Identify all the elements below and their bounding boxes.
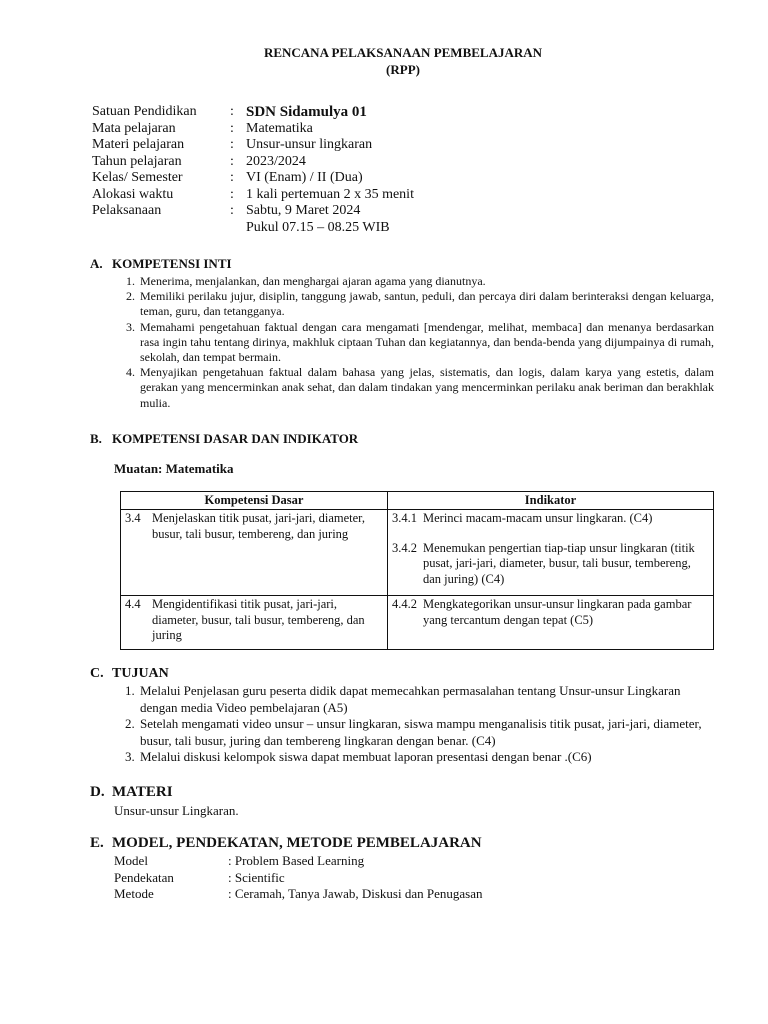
- ident-value: VI (Enam) / II (Dua): [246, 170, 363, 185]
- ident-row: [92, 203, 714, 220]
- ident-row: [92, 104, 714, 121]
- model-value: : Ceramah, Tanya Jawab, Diskusi dan Penugasan: [228, 886, 483, 902]
- ident-row: [92, 121, 714, 138]
- model-row: [114, 853, 714, 870]
- ident-colon: :: [230, 186, 234, 202]
- table-row: [121, 510, 714, 596]
- section-a-heading: [92, 256, 714, 272]
- title-line-1: RENCANA PELAKSANAAN PEMBELAJARAN: [263, 45, 543, 60]
- kd-cell: [121, 510, 388, 596]
- model-row: [114, 886, 714, 903]
- indikator-cell: [388, 510, 714, 596]
- ident-value: SDN Sidamulya 01: [246, 104, 367, 120]
- section-d-heading: [92, 784, 714, 800]
- indikator-code: 4.4.2: [392, 597, 417, 612]
- model-label: Pendekatan: [114, 869, 174, 885]
- indikator-code: 3.4.2: [392, 540, 417, 555]
- document-title: [92, 44, 714, 78]
- ident-colon: :: [230, 170, 234, 185]
- indikator-text: Menemukan pengertian tiap-tiap unsur lingkaran (titik pusat, jari-jari, diameter, busur, tali busur, tembereng, dan juring) (C4): [423, 540, 695, 586]
- ident-row: [92, 187, 714, 204]
- section-title: MATERI: [112, 783, 173, 800]
- ident-value: Sabtu, 9 Maret 2024: [246, 203, 361, 218]
- list-item: 3. Memahami pengetahuan faktual dengan cara mengamati [mendengar, melihat, membaca] dan menanya berdasarkan rasa ingin tahu tentang dirinya, makhluk ciptaan Tuhan dan kegiatannya, dan benda-benda yang dijumpainya di rumah, sekolah, dan tempat bermain.: [138, 320, 714, 366]
- ident-label: Materi pelajaran: [92, 137, 185, 152]
- list-item: 2. Memiliki perilaku jujur, disiplin, tanggung jawab, santun, peduli, dan percaya diri dalam berinteraksi dengan keluarga, teman, guru, dan tetangganya.: [138, 289, 714, 319]
- ident-colon: :: [230, 137, 234, 152]
- kd-cell: [121, 596, 388, 650]
- ident-row: [92, 137, 714, 154]
- kd-text: Menjelaskan titik pusat, jari-jari, diameter, busur, tali busur, tembereng, dan juring: [152, 511, 365, 541]
- ident-colon: :: [230, 203, 234, 218]
- ident-row: [92, 170, 714, 187]
- ident-row: [92, 154, 714, 171]
- list-item: 1. Menerima, menjalankan, dan menghargai ajaran agama yang dianutnya.: [138, 274, 714, 289]
- title-line-2: (RPP): [386, 62, 420, 77]
- table-row: [121, 596, 714, 650]
- kd-code: 3.4: [125, 511, 141, 526]
- model-value: : Problem Based Learning: [228, 853, 365, 869]
- ident-value: 1 kali pertemuan 2 x 35 menit: [246, 186, 414, 202]
- indikator-text: Mengkategorikan unsur-unsur lingkaran pada gambar yang tercantum dengan tepat (C5): [423, 597, 692, 627]
- model-label: Metode: [114, 886, 154, 902]
- materi-text: Unsur-unsur Lingkaran.: [114, 802, 239, 818]
- section-title: TUJUAN: [112, 666, 169, 682]
- ident-value: 2023/2024: [246, 153, 306, 169]
- kd-indikator-table: [120, 491, 714, 651]
- indikator-code: 3.4.1: [392, 511, 417, 526]
- ident-label: Satuan Pendidikan: [92, 104, 197, 119]
- ident-label: Mata pelajaran: [92, 120, 176, 136]
- model-label: Model: [114, 853, 148, 869]
- kompetensi-inti-list: [92, 274, 714, 411]
- list-item: 3. Melalui diskusi kelompok siswa dapat membuat laporan presentasi dengan benar .(C6): [138, 749, 714, 766]
- model-row: [114, 870, 714, 887]
- table-header-row: [121, 491, 714, 510]
- ident-colon: :: [230, 153, 234, 169]
- kd-text: Mengidentifikasi titik pusat, jari-jari, diameter, busur, tali busur, tembereng, dan juring: [152, 597, 365, 643]
- model-value: : Scientific: [228, 869, 285, 885]
- kd-code: 4.4: [125, 597, 141, 612]
- section-letter: C.: [90, 666, 104, 682]
- indikator-cell: [388, 596, 714, 650]
- section-title: KOMPETENSI DASAR DAN INDIKATOR: [112, 430, 359, 446]
- ident-value: Unsur-unsur lingkaran: [246, 137, 373, 152]
- section-e-heading: [92, 835, 714, 851]
- section-title: KOMPETENSI INTI: [112, 256, 232, 271]
- ident-colon: :: [230, 120, 234, 136]
- section-letter: A.: [90, 256, 103, 271]
- identitas-block: [92, 104, 714, 236]
- ident-value: Matematika: [246, 120, 313, 136]
- section-b-heading: [92, 431, 714, 447]
- muatan-label: Muatan: Matematika: [114, 460, 234, 476]
- section-c-heading: [92, 666, 714, 682]
- list-item: 1. Melalui Penjelasan guru peserta didik dapat memecahkan permasalahan tentang Unsur-unsur Lingkaran dengan media Video pembelajaran (A5): [138, 683, 714, 716]
- section-letter: E.: [90, 835, 104, 852]
- section-letter: B.: [90, 430, 102, 446]
- ident-label: Tahun pelajaran: [92, 153, 182, 169]
- ident-label: Alokasi waktu: [92, 186, 174, 202]
- pukul-line: Pukul 07.15 – 08.25 WIB: [246, 219, 390, 235]
- table-header-kd: Kompetensi Dasar: [121, 491, 388, 510]
- table-header-indikator: Indikator: [388, 491, 714, 510]
- list-item: 2. Setelah mengamati video unsur – unsur lingkaran, siswa mampu menganalisis titik pusat, jari-jari, diameter, busur, tali busur, juring dan tembereng lingkaran dengan benar. (C4): [138, 716, 714, 749]
- section-title: MODEL, PENDEKATAN, METODE PEMBELAJARAN: [112, 835, 482, 852]
- section-letter: D.: [90, 783, 105, 800]
- list-item: 4. Menyajikan pengetahuan faktual dalam bahasa yang jelas, sistematis, dan logis, dalam karya yang estetis, dalam gerakan yang mencerminkan anak sehat, dan dalam tindakan yang mencerminkan perilaku anak beriman dan berakhlak mulia.: [138, 365, 714, 411]
- tujuan-list: [92, 683, 714, 766]
- ident-label: Pelaksanaan: [92, 203, 162, 218]
- indikator-text: Merinci macam-macam unsur lingkaran. (C4): [423, 511, 653, 526]
- ident-label: Kelas/ Semester: [92, 170, 183, 185]
- ident-colon: :: [230, 104, 234, 119]
